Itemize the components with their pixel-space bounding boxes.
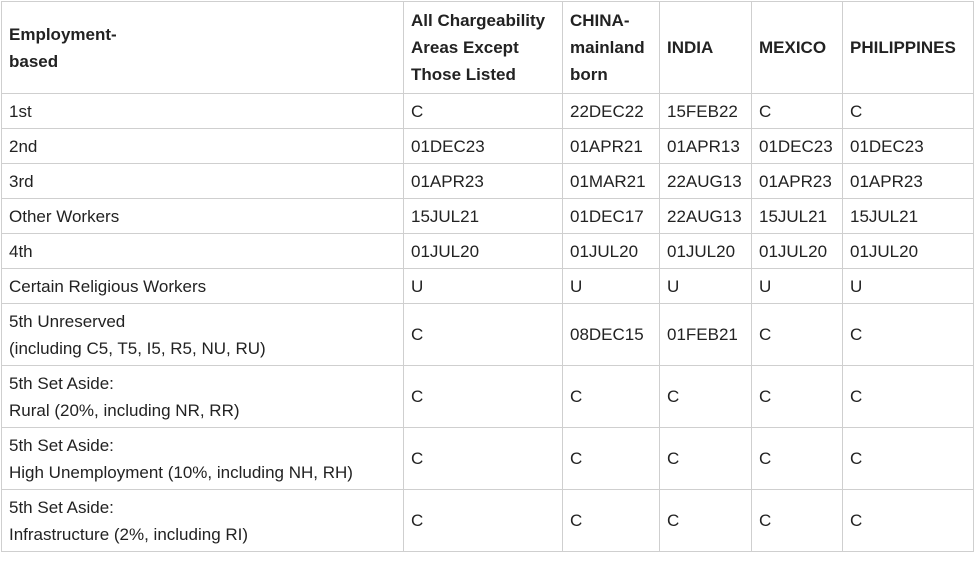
table-cell: C xyxy=(752,428,843,490)
table-cell: C xyxy=(404,304,563,366)
table-cell: U xyxy=(752,269,843,304)
table-cell: 01APR23 xyxy=(404,164,563,199)
table-cell: 01JUL20 xyxy=(843,234,974,269)
row-category: 3rd xyxy=(2,164,404,199)
row-category: 1st xyxy=(2,94,404,129)
header-china: CHINA- mainland born xyxy=(563,2,660,94)
table-cell: 22DEC22 xyxy=(563,94,660,129)
row-category: Other Workers xyxy=(2,199,404,234)
table-cell: C xyxy=(752,94,843,129)
table-cell: C xyxy=(843,428,974,490)
row-category: 5th Set Aside: Rural (20%, including NR, RR) xyxy=(2,366,404,428)
table-cell: 15JUL21 xyxy=(843,199,974,234)
table-cell: C xyxy=(563,490,660,552)
table-cell: U xyxy=(404,269,563,304)
table-cell: 01JUL20 xyxy=(404,234,563,269)
header-india: INDIA xyxy=(660,2,752,94)
table-row xyxy=(2,304,974,366)
table-cell: C xyxy=(404,94,563,129)
table-cell: C xyxy=(752,366,843,428)
table-cell: 01JUL20 xyxy=(752,234,843,269)
table-cell: C xyxy=(563,366,660,428)
table-row xyxy=(2,490,974,552)
table-cell: 01APR23 xyxy=(752,164,843,199)
table-cell: C xyxy=(843,366,974,428)
row-category: 4th xyxy=(2,234,404,269)
table-row xyxy=(2,164,974,199)
row-category: 5th Unreserved (including C5, T5, I5, R5, NU, RU) xyxy=(2,304,404,366)
table-cell: 01APR21 xyxy=(563,129,660,164)
table-row xyxy=(2,94,974,129)
table-cell: C xyxy=(843,490,974,552)
visa-bulletin-table xyxy=(1,1,974,552)
header-row xyxy=(2,2,974,94)
table-cell: 01DEC23 xyxy=(404,129,563,164)
table-cell: 01JUL20 xyxy=(563,234,660,269)
header-employment-based: Employment- based xyxy=(2,2,404,94)
table-cell: 01APR23 xyxy=(843,164,974,199)
table-cell: 01DEC17 xyxy=(563,199,660,234)
table-row xyxy=(2,234,974,269)
table-row xyxy=(2,366,974,428)
table-cell: 15JUL21 xyxy=(752,199,843,234)
table-cell: C xyxy=(843,304,974,366)
table-cell: 01DEC23 xyxy=(752,129,843,164)
table-cell: 01DEC23 xyxy=(843,129,974,164)
table-cell: C xyxy=(660,428,752,490)
table-cell: 01FEB21 xyxy=(660,304,752,366)
table-cell: C xyxy=(563,428,660,490)
header-mexico: MEXICO xyxy=(752,2,843,94)
table-cell: U xyxy=(843,269,974,304)
table-cell: U xyxy=(660,269,752,304)
table-row xyxy=(2,129,974,164)
row-category: 5th Set Aside: Infrastructure (2%, including RI) xyxy=(2,490,404,552)
table-cell: C xyxy=(404,490,563,552)
table-cell: 15JUL21 xyxy=(404,199,563,234)
table-cell: 08DEC15 xyxy=(563,304,660,366)
table-cell: 01MAR21 xyxy=(563,164,660,199)
table-cell: 15FEB22 xyxy=(660,94,752,129)
table-cell: 01JUL20 xyxy=(660,234,752,269)
table-cell: C xyxy=(404,428,563,490)
table-cell: C xyxy=(660,366,752,428)
row-category: 5th Set Aside: High Unemployment (10%, including NH, RH) xyxy=(2,428,404,490)
table-row xyxy=(2,199,974,234)
table-cell: 01APR13 xyxy=(660,129,752,164)
header-philippines: PHILIPPINES xyxy=(843,2,974,94)
table-cell: C xyxy=(752,490,843,552)
table-cell: C xyxy=(660,490,752,552)
table-cell: U xyxy=(563,269,660,304)
header-all-chargeability: All Chargeability Areas Except Those Listed xyxy=(404,2,563,94)
table-cell: C xyxy=(843,94,974,129)
table-cell: 22AUG13 xyxy=(660,199,752,234)
row-category: 2nd xyxy=(2,129,404,164)
table-row xyxy=(2,428,974,490)
row-category: Certain Religious Workers xyxy=(2,269,404,304)
table-cell: C xyxy=(404,366,563,428)
table-cell: 22AUG13 xyxy=(660,164,752,199)
table-row xyxy=(2,269,974,304)
table-cell: C xyxy=(752,304,843,366)
